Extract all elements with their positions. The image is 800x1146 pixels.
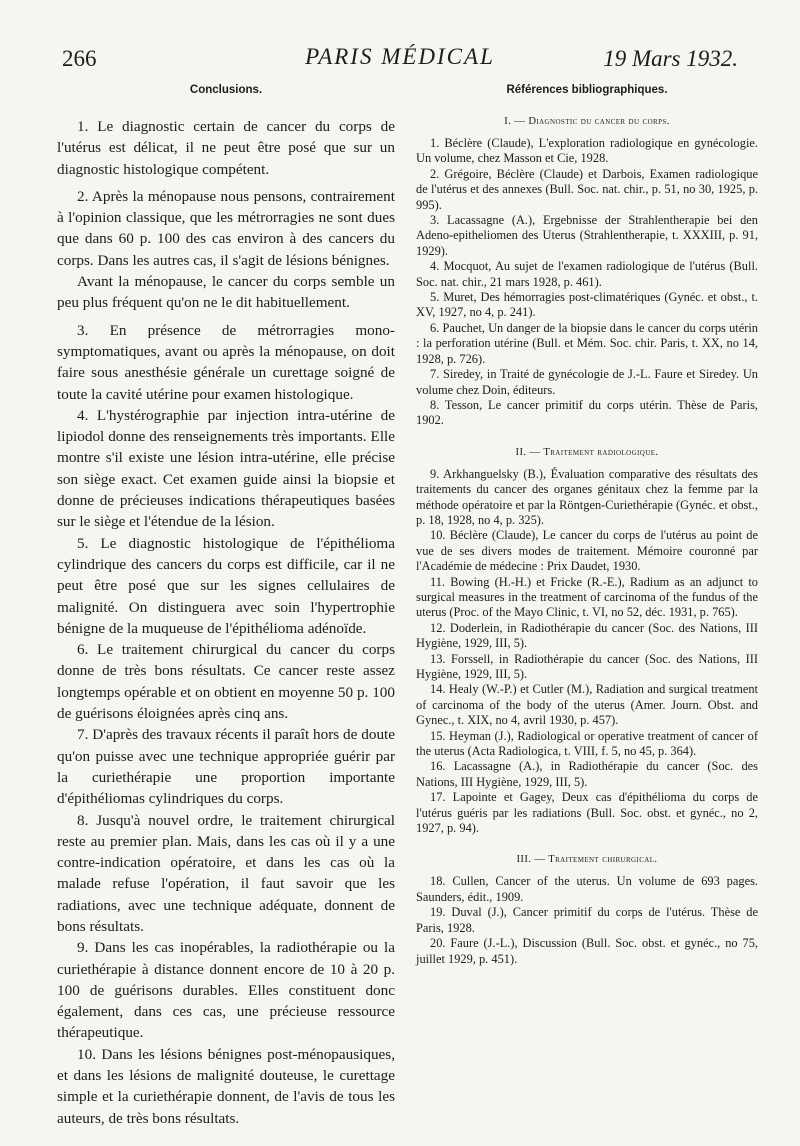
reference-entry: 19. Duval (J.), Cancer primitif du corps de l'utérus. Thèse de Paris, 1928. <box>416 905 758 935</box>
reference-section-heading: I. — Diagnostic du cancer du corps. <box>504 116 670 127</box>
conclusion-paragraph: 2. Après la ménopause nous pensons, contrairement à l'opinion classique, que les métrorragies ne sont dues que dans 60 p. 100 des cas environ à des cancers du corps. Dans les autres cas, il s'agit de lésions bénignes. <box>57 187 395 269</box>
reference-entry: 16. Lacassagne (A.), in Radiothérapie du cancer (Soc. des Nations, III Hygiène, 1929, III, 5). <box>416 759 758 789</box>
reference-entry: 6. Pauchet, Un danger de la biopsie dans le cancer du corps utérin : la perforation utérine (Bull. et Mém. Soc. chir. Paris, t. XX, no 14, 1928, p. 726). <box>416 320 758 366</box>
reference-entry: 15. Heyman (J.), Radiological or operative treatment of cancer of the uterus (Acta Radiologica, t. VIII, f. 5, no 45, p. 364). <box>416 728 758 759</box>
issue-date: 19 Mars 1932. <box>603 46 738 71</box>
conclusion-paragraph: 6. Le traitement chirurgical du cancer du corps donne de très bons résultats. Ce cancer reste assez longtemps opérable et on obtient en moyenne 50 p. 100 de guérisons éloignées après cinq ans. <box>57 641 395 723</box>
reference-entry: 17. Lapointe et Gagey, Deux cas d'épithélioma du corps de l'utérus guéris par les radiations (Bull. Soc. obst. et gynéc., no 2, 1927, p. 94). <box>416 790 758 836</box>
conclusion-paragraph: Avant la ménopause, le cancer du corps semble un peu plus fréquent qu'on ne le dit habituellement. <box>57 273 395 312</box>
conclusion-paragraph: 7. D'après des travaux récents il paraît hors de doute qu'on puisse avec une technique appropriée guérir par la curiethérapie une proportion importante d'épithéliomas cylindriques du corps. <box>57 726 395 808</box>
conclusion-paragraph: 8. Jusqu'à nouvel ordre, le traitement chirurgical reste au premier plan. Mais, dans les cas où il y a une contre-indication opératoire, et dans les cas où la malade refuse l'opération, il faut savoir que les radiations, avec une technique adéquate, donnent de bons résultats. <box>57 811 395 935</box>
conclusion-paragraph: 10. Dans les lésions bénignes post-ménopausiques, et dans les lésions de malignité douteuse, le curettage simple et la curiethérapie donnent, de l'avis de tous les auteurs, de très bons résultats. <box>57 1045 395 1127</box>
reference-entry: 5. Muret, Des hémorragies post-climatériques (Gynéc. et obst., t. XV, 1927, no 4, p. 241). <box>416 290 758 320</box>
conclusion-paragraph: 9. Dans les cas inopérables, la radiothérapie ou la curiethérapie à distance donnent encore de 10 à 20 p. 100 de guérisons durables. Elles constituent donc également, dans ces cas, une précieuse ressource thérapeutique. <box>57 939 395 1042</box>
reference-entry: 1. Béclère (Claude), L'exploration radiologique en gynécologie. Un volume, chez Masson et Cie, 1928. <box>416 136 758 166</box>
conclusions-column <box>57 84 395 1129</box>
references-column <box>416 84 758 967</box>
conclusions-title: Conclusions. <box>189 84 263 96</box>
reference-entry: 12. Doderlein, in Radiothérapie du cancer (Soc. des Nations, III Hygiène, 1929, III, 5). <box>416 620 758 651</box>
conclusion-paragraph: 5. Le diagnostic histologique de l'épithélioma cylindrique des cancers du corps est difficile, car il ne peut être posé que sur les signes cellulaires de malignité. On distinguera avec soin l'hypertrophie bénigne de la muqueuse de l'épithélioma adénoïde. <box>57 534 395 637</box>
conclusion-paragraph: 4. L'hystérographie par injection intra-utérine de lipiodol donne des renseignements très importants. Elle montre s'il existe une lésion intra-utérine, elle précise son siège exact. Cet examen guide ainsi la biopsie et donne de précieuses indications thérapeutiques basées sur le siège et l'étendue de la lésion. <box>57 406 395 531</box>
reference-entry: 7. Siredey, in Traité de gynécologie de J.-L. Faure et Siredey. Un volume chez Doin, éditeurs. <box>416 367 758 397</box>
reference-entry: 8. Tesson, Le cancer primitif du corps utérin. Thèse de Paris, 1902. <box>416 397 758 428</box>
reference-section-heading: II. — Traitement radiologique. <box>515 446 659 458</box>
reference-entry: 3. Lacassagne (A.), Ergebnisse der Strahlentherapie bei den Adeno-epitheliomen des Uterus (Strahlentherapie, t. XXXIII, p. 91, 1929). <box>416 213 758 258</box>
references-title: Références bibliographiques. <box>506 84 668 96</box>
reference-entry: 10. Béclère (Claude), Le cancer du corps de l'utérus au point de vue de ses divers modes de traitement. Mémoire couronné par l'Académie de médecine : Prix Daudet, 1930. <box>416 528 758 574</box>
reference-entry: 20. Faure (J.-L.), Discussion (Bull. Soc. obst. et gynéc., no 75, juillet 1929, p. 451). <box>416 936 758 966</box>
running-header <box>0 44 800 80</box>
conclusion-paragraph: 3. En présence de métrorragies mono-symptomatiques, avant ou après la ménopause, on doit faire sous anesthésie générale un curettage soigné de toute la cavité utérine pour examen histologique. <box>57 321 395 403</box>
reference-section-heading: III. — Traitement chirurgical. <box>516 854 658 866</box>
reference-entry: 2. Grégoire, Béclère (Claude) et Darbois, Examen radiologique de l'utérus et des annexes (Bull. Soc. nat. chir., p. 51, no 30, 1925, p. 995). <box>416 166 758 212</box>
reference-entry: 11. Bowing (H.-H.) et Fricke (R.-E.), Radium as an adjunct to surgical measures in the treatment of carcinoma of the fundus of the uterus (Proc. of the Mayo Clinic, t. VI, no 52, déc. 1931, p. 765). <box>416 574 758 620</box>
reference-entry: 13. Forssell, in Radiothérapie du cancer (Soc. des Nations, III Hygiène, 1929, III, 5). <box>416 651 758 681</box>
reference-entry: 18. Cullen, Cancer of the uterus. Un volume de 693 pages. Saunders, édit., 1909. <box>416 874 758 904</box>
journal-title: PARIS MÉDICAL <box>305 44 495 69</box>
reference-entry: 9. Arkhanguelsky (B.), Évaluation comparative des résultats des traitements du cancer des organes génitaux chez la femme par la méthode opératoire et par la Röntgen-Curiethérapie (Gynéc. et obst., p. 18, 1928, no 4, p. 325). <box>416 466 758 527</box>
reference-entry: 14. Healy (W.-P.) et Cutler (M.), Radiation and surgical treatment of carcinoma of the body of the uterus (Amer. Journ. Obst. and Gynec., t. XIX, no 4, avril 1930, p. 457). <box>416 682 758 728</box>
page-number: 266 <box>62 46 97 71</box>
reference-entry: 4. Mocquot, Au sujet de l'examen radiologique de l'utérus (Bull. Soc. nat. chir., 21 mars 1928, p. 461). <box>416 259 758 289</box>
conclusion-paragraph: 1. Le diagnostic certain de cancer du corps de l'utérus est délicat, il ne peut être posé que sur un diagnostic histologique compétent. <box>57 118 395 178</box>
